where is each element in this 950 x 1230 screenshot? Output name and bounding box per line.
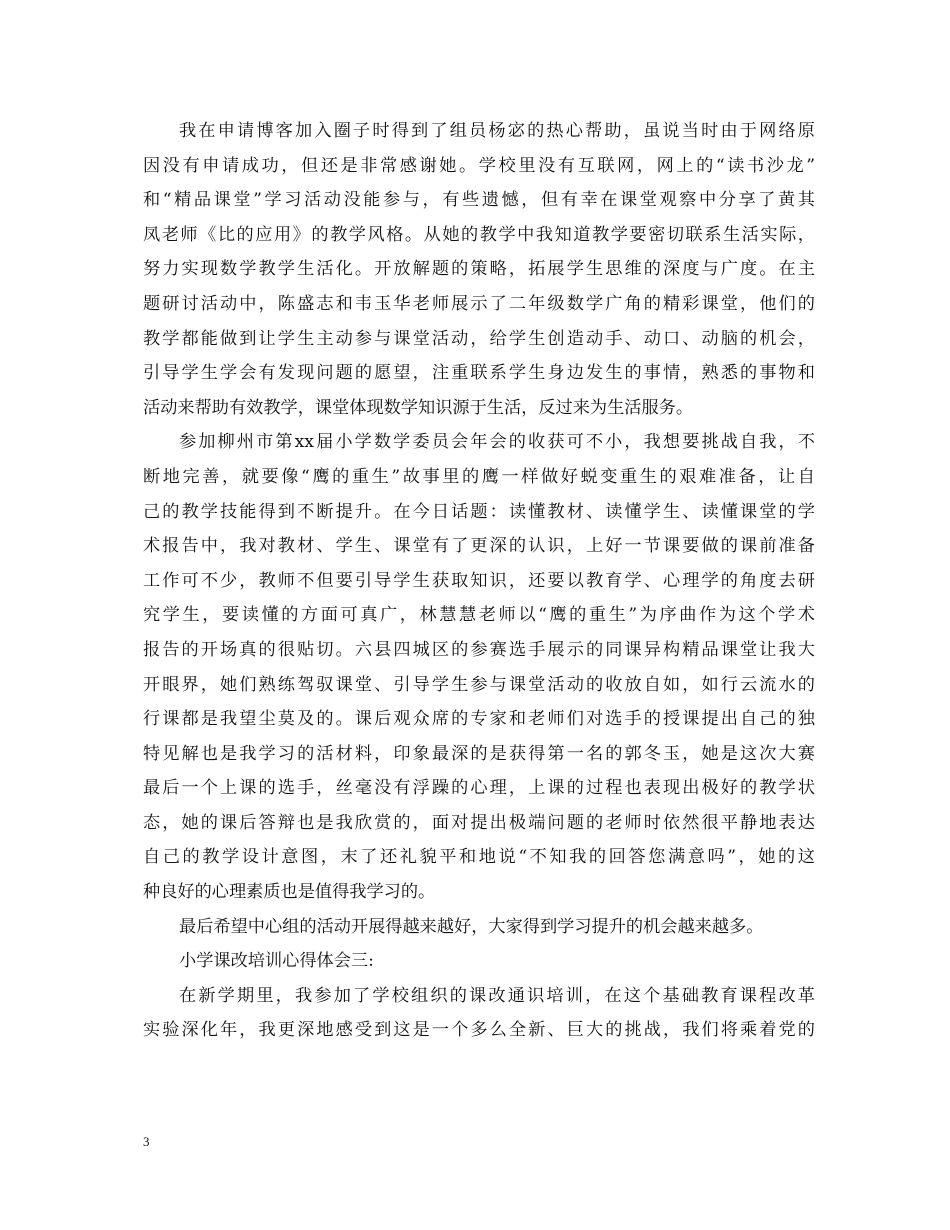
text-line: 最后希望中心组的活动开展得越来越好，大家得到学习提升的机会越来越多。 bbox=[179, 916, 764, 937]
text-line: 开眼界，她们熟练驾驭课堂、引导学生参与课堂活动的收放自如，如行云流水的 bbox=[143, 674, 815, 695]
text-line: 努力实现数学教学生活化。开放解题的策略，拓展学生思维的深度与广度。在主 bbox=[143, 259, 815, 280]
text-line: 报告的开场真的很贴切。六县四城区的参赛选手展示的同课异构精品课堂让我大 bbox=[143, 639, 815, 660]
text-line: 参加柳州市第xx届小学数学委员会年会的收获可不小，我想要挑战自我，不 bbox=[179, 432, 815, 453]
text-line: 种良好的心理素质也是值得我学习的。 bbox=[143, 882, 436, 903]
text-line: 行课都是我望尘莫及的。课后观众席的专家和老师们对选手的授课提出自己的独 bbox=[143, 709, 815, 730]
text-line: 实验深化年，我更深地感受到这是一个多么全新、巨大的挑战，我们将乘着党的 bbox=[143, 1020, 815, 1041]
text-line: 教学都能做到让学生主动参与课堂活动，给学生创造动手、动口、动脑的机会， bbox=[143, 328, 815, 349]
text-line: 和“精品课堂”学习活动没能参与，有些遗憾，但有幸在课堂观察中分享了黄其 bbox=[143, 190, 815, 211]
text-line: 究学生，要读懂的方面可真广，林慧慧老师以“鹰的重生”为序曲作为这个学术 bbox=[143, 605, 815, 626]
text-line: 自己的教学设计意图，末了还礼貌平和地说“不知我的回答您满意吗”，她的这 bbox=[143, 847, 815, 868]
text-line: 特见解也是我学习的活材料，印象最深的是获得第一名的郭冬玉，她是这次大赛 bbox=[143, 743, 815, 764]
text-line: 凤老师《比的应用》的教学风格。从她的教学中我知道教学要密切联系生活实际， bbox=[143, 224, 815, 245]
page-number: 3 bbox=[143, 1134, 150, 1149]
text-line: 题研讨活动中，陈盛志和韦玉华老师展示了二年级数学广角的精彩课堂，他们的 bbox=[143, 293, 815, 314]
text-line: 己的教学技能得到不断提升。在今日话题：读懂教材、读懂学生、读懂课堂的学 bbox=[143, 501, 815, 522]
text-line: 因没有申请成功，但还是非常感谢她。学校里没有互联网，网上的“读书沙龙” bbox=[143, 155, 815, 176]
text-line: 断地完善，就要像“鹰的重生”故事里的鹰一样做好蜕变重生的艰难准备，让自 bbox=[143, 466, 815, 487]
text-line: 小学课改培训心得体会三: bbox=[179, 951, 374, 972]
text-line: 态，她的课后答辩也是我欣赏的，面对提出极端问题的老师时依然很平静地表达 bbox=[143, 812, 815, 833]
text-line: 最后一个上课的选手，丝毫没有浮躁的心理，上课的过程也表现出极好的教学状 bbox=[143, 778, 815, 799]
body-text bbox=[143, 114, 815, 1048]
text-line: 工作可不少，教师不但要引导学生获取知识，还要以教育学、心理学的角度去研 bbox=[143, 570, 815, 591]
text-line: 活动来帮助有效教学，课堂体现数学知识源于生活，反过来为生活服务。 bbox=[143, 397, 694, 418]
text-line: 我在申请博客加入圈子时得到了组员杨宓的热心帮助，虽说当时由于网络原 bbox=[179, 121, 815, 141]
text-line: 在新学期里，我参加了学校组织的课改通识培训，在这个基础教育课程改革 bbox=[179, 985, 815, 1006]
text-line: 术报告中，我对教材、学生、课堂有了更深的认识，上好一节课要做的课前准备 bbox=[143, 536, 815, 557]
text-line: 引导学生学会有发现问题的愿望，注重联系学生身边发生的事情，熟悉的事物和 bbox=[143, 363, 815, 384]
